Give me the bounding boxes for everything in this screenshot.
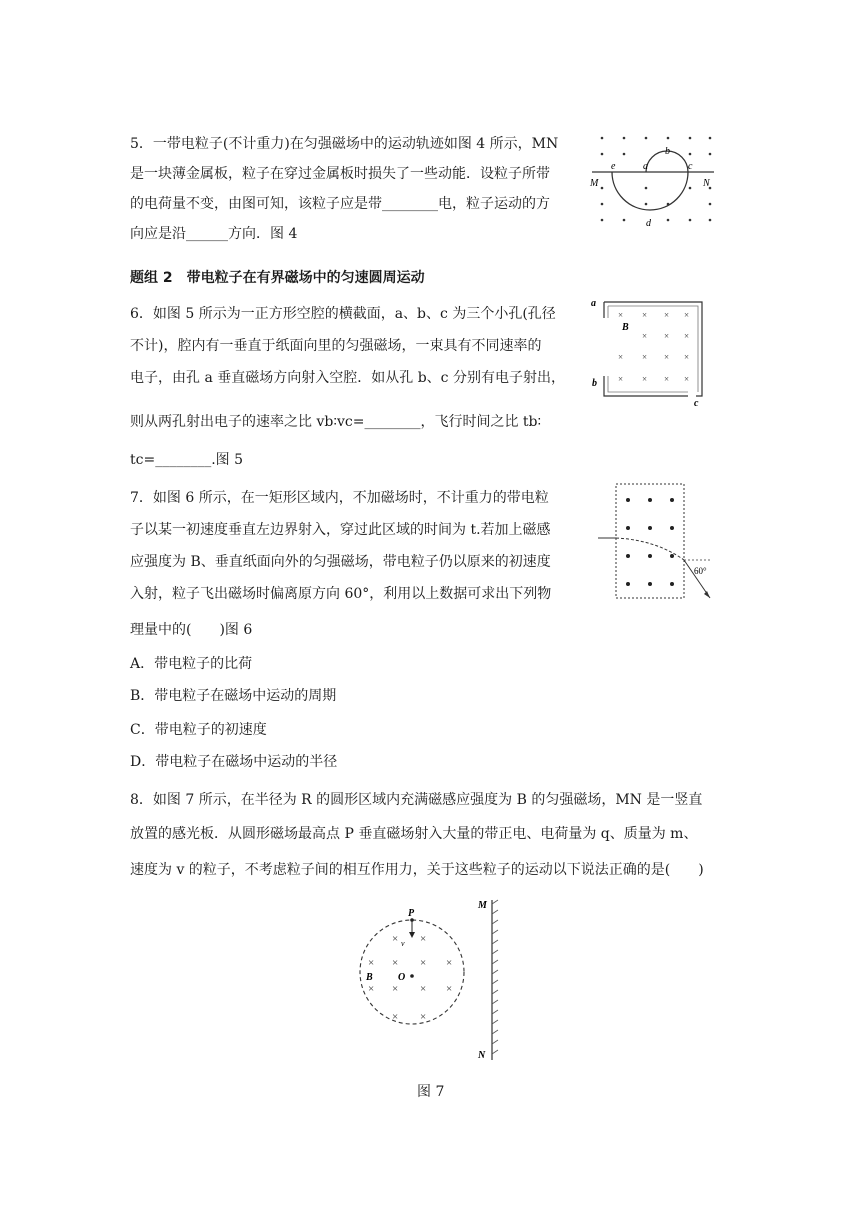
figure-4 bbox=[588, 128, 718, 230]
label-o: O bbox=[398, 972, 406, 983]
trajectory-large bbox=[612, 172, 688, 210]
label-m: M bbox=[590, 178, 599, 189]
q7-line-3: 应强度为 B、垂直纸面向外的匀强磁场，带电粒子仍以原来的初速度 bbox=[130, 554, 551, 570]
svg-text:×: × bbox=[664, 374, 670, 384]
svg-text:×: × bbox=[684, 352, 690, 362]
q8-line-1: 8．如图 7 所示，在半径为 R 的圆形区域内充满磁感应强度为 B 的匀强磁场，MN 是一竖直 bbox=[130, 792, 703, 808]
svg-text:×: × bbox=[420, 1011, 427, 1023]
label-c: c bbox=[688, 161, 693, 172]
q5-line-2: 是一块薄金属板，粒子在穿过金属板时损失了一些动能．设粒子所带 bbox=[130, 166, 550, 182]
q8-line-3: 速度为 v 的粒子，不考虑粒子间的相互作用力，关于这些粒子的运动以下说法正确的是( ) bbox=[130, 862, 704, 878]
svg-text:×: × bbox=[642, 352, 648, 362]
q7-option-c: C．带电粒子的初速度 bbox=[130, 722, 267, 738]
figure-7 bbox=[352, 894, 512, 1068]
svg-text:×: × bbox=[618, 374, 624, 384]
svg-text:×: × bbox=[420, 933, 427, 945]
q6-line-1: 6．如图 5 所示为一正方形空腔的横截面，a、b、c 为三个小孔(孔径 bbox=[130, 306, 556, 322]
svg-text:×: × bbox=[642, 374, 648, 384]
q5-line-4: 向应是沿______方向．图 4 bbox=[130, 226, 298, 242]
svg-text:×: × bbox=[420, 983, 427, 995]
figure-5 bbox=[588, 292, 714, 408]
q6-line-3: 电子，由孔 a 垂直磁场方向射入空腔．如从孔 b、c 分别有电子射出， bbox=[130, 370, 565, 386]
svg-text:×: × bbox=[392, 1011, 399, 1023]
q7-line-5: 理量中的( )图 6 bbox=[130, 622, 253, 638]
q7-line-2: 子以某一初速度垂直左边界射入，穿过此区域的时间为 t.若加上磁感 bbox=[130, 522, 551, 538]
label-p: P bbox=[408, 908, 415, 919]
label-c: c bbox=[694, 398, 699, 408]
svg-text:×: × bbox=[684, 310, 690, 320]
svg-text:×: × bbox=[392, 933, 399, 945]
svg-text:×: × bbox=[618, 352, 624, 362]
q7-option-b: B．带电粒子在磁场中运动的周期 bbox=[130, 688, 337, 704]
q6-line-2: 不计)，腔内有一垂直于纸面向里的匀强磁场，一束具有不同速率的 bbox=[130, 338, 542, 354]
label-b-field: B bbox=[622, 322, 629, 333]
svg-text:×: × bbox=[684, 374, 690, 384]
svg-text:×: × bbox=[368, 957, 375, 969]
label-d: d bbox=[646, 218, 651, 229]
svg-text:×: × bbox=[392, 957, 399, 969]
q8-line-2: 放置的感光板．从圆形磁场最高点 P 垂直磁场射入大量的带正电、电荷量为 q、质量为 m、 bbox=[130, 826, 698, 842]
field-dots bbox=[601, 137, 712, 222]
svg-text:×: × bbox=[446, 957, 453, 969]
q5-line-3: 的电荷量不变，由图可知，该粒子应是带________电，粒子运动的方 bbox=[130, 196, 550, 212]
svg-text:×: × bbox=[368, 983, 375, 995]
svg-text:×: × bbox=[664, 331, 670, 341]
label-e: e bbox=[611, 161, 616, 172]
section-title: 题组 2 带电粒子在有界磁场中的匀速圆周运动 bbox=[130, 270, 425, 286]
q5-line-1: 5．一带电粒子(不计重力)在匀强磁场中的运动轨迹如图 4 所示，MN bbox=[130, 136, 559, 152]
label-n: N bbox=[478, 1050, 486, 1061]
label-n: N bbox=[703, 178, 710, 189]
label-b: B bbox=[366, 972, 373, 983]
label-a: a bbox=[643, 161, 648, 172]
figure-6 bbox=[598, 480, 716, 602]
label-v: v bbox=[401, 939, 405, 948]
label-angle: 60° bbox=[694, 566, 707, 576]
svg-text:×: × bbox=[684, 331, 690, 341]
q6-line-4: 则从两孔射出电子的速率之比 vb∶vc=________，飞行时间之比 tb∶ bbox=[130, 414, 542, 430]
svg-text:×: × bbox=[664, 310, 670, 320]
q7-option-a: A．带电粒子的比荷 bbox=[130, 656, 253, 672]
svg-text:×: × bbox=[392, 983, 399, 995]
svg-text:×: × bbox=[642, 331, 648, 341]
figure-7-caption: 图 7 bbox=[417, 1084, 445, 1100]
q7-line-1: 7．如图 6 所示，在一矩形区域内，不加磁场时，不计重力的带电粒 bbox=[130, 490, 549, 506]
svg-text:×: × bbox=[446, 983, 453, 995]
label-a: a bbox=[591, 298, 596, 309]
label-m: M bbox=[478, 900, 487, 911]
svg-text:×: × bbox=[664, 352, 670, 362]
svg-text:×: × bbox=[420, 957, 427, 969]
q6-line-5: tc=________.图 5 bbox=[130, 452, 244, 468]
label-b: b bbox=[665, 146, 670, 157]
q7-option-d: D．带电粒子在磁场中运动的半径 bbox=[130, 754, 338, 770]
svg-text:×: × bbox=[642, 310, 648, 320]
q7-line-4: 入射，粒子飞出磁场时偏离原方向 60°，利用以上数据可求出下列物 bbox=[130, 586, 552, 602]
svg-text:×: × bbox=[618, 310, 624, 320]
field-dots bbox=[626, 498, 674, 586]
label-b: b bbox=[592, 378, 597, 389]
field-crosses bbox=[368, 933, 452, 1023]
